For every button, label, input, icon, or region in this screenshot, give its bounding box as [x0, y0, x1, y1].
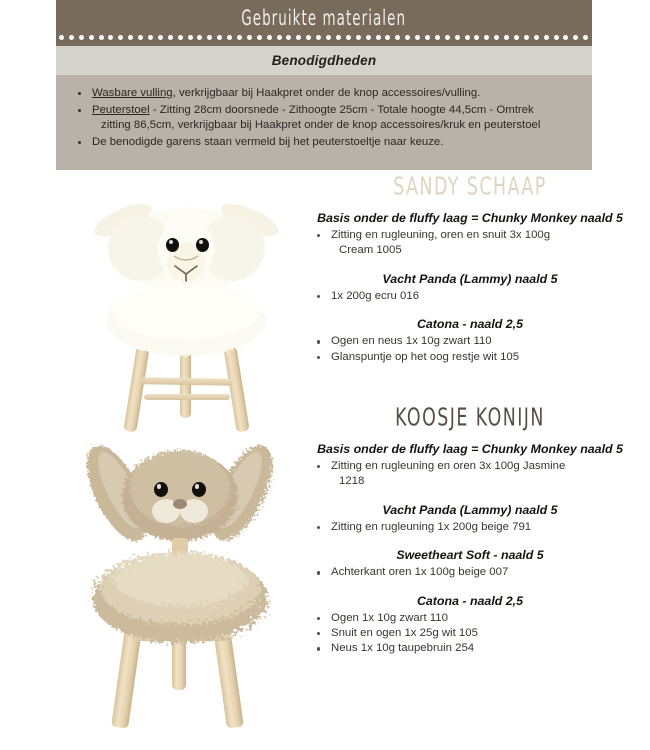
- group-heading: Sweetheart Soft - naald 5: [396, 548, 544, 563]
- dot: [89, 35, 94, 40]
- dot: [326, 35, 331, 40]
- dot: [79, 35, 84, 40]
- dot: [99, 35, 104, 40]
- section-koosje-konijn: [304, 402, 636, 657]
- dot: [554, 35, 559, 40]
- requirements-list: [70, 86, 578, 150]
- dot: [257, 35, 262, 40]
- dot: [534, 35, 539, 40]
- dotted-divider: [56, 35, 592, 43]
- dot: [197, 35, 202, 40]
- item-text: Achterkant oren 1x 100g beige 007: [331, 566, 509, 579]
- list-item: [304, 334, 636, 349]
- list-item: [304, 565, 636, 580]
- subtitle-text: Benodigdheden: [271, 53, 377, 68]
- dot: [583, 35, 588, 40]
- dot: [306, 35, 311, 40]
- requirements-body: [56, 75, 592, 170]
- requirement-item: [70, 86, 578, 102]
- item-text: Zitting en rugleuning en oren 3x 100g Jasmine: [331, 460, 566, 473]
- dot: [405, 35, 410, 40]
- list-item: [304, 626, 636, 641]
- item-text: Zitting en rugleuning 1x 200g beige 791: [331, 520, 532, 533]
- requirement-keyword: Peuterstoel: [92, 103, 150, 116]
- dot: [188, 35, 193, 40]
- dot: [385, 35, 390, 40]
- group-items: [304, 611, 636, 657]
- dot: [544, 35, 549, 40]
- list-item: [304, 350, 636, 365]
- dot: [247, 35, 252, 40]
- item-text: Neus 1x 10g taupebruin 254: [331, 642, 475, 655]
- dot: [267, 35, 272, 40]
- dot: [474, 35, 479, 40]
- dot: [168, 35, 173, 40]
- requirement-item: [70, 103, 578, 134]
- sheep-stool-photo: [78, 178, 298, 433]
- requirement-text: De benodigde garens staan vermeld bij het peuterstoeltje naar keuze.: [92, 135, 444, 148]
- section-title-koosje-konijn: KOOSJE KONIJN: [395, 402, 545, 432]
- list-item: [304, 611, 636, 626]
- item-text-continuation: Cream 1005: [339, 244, 402, 257]
- list-item: [304, 289, 636, 304]
- requirement-text: - Zitting 28cm doorsnede - Zithoogte 25cm - Totale hoogte 44,5cm - Omtrek: [149, 103, 534, 116]
- dot: [158, 35, 163, 40]
- section-sandy-schaap: [304, 171, 636, 365]
- requirement-keyword: Wasbare vulling: [92, 87, 173, 99]
- dot: [316, 35, 321, 40]
- dot: [415, 35, 420, 40]
- dot: [514, 35, 519, 40]
- requirement-text-continuation: zitting 86,5cm, verkrijgbaar bij Haakpret onder de knop accessoires/kruk en peuterstoel: [101, 119, 541, 132]
- main-content: [0, 170, 650, 750]
- dot: [148, 35, 153, 40]
- group-items: [304, 228, 636, 259]
- dot: [108, 35, 113, 40]
- group-items: [304, 289, 636, 304]
- dot: [237, 35, 242, 40]
- list-item: [304, 228, 636, 259]
- item-text: Zitting en rugleuning, oren en snuit 3x 100g: [331, 229, 551, 241]
- item-text-continuation: 1218: [339, 475, 365, 488]
- group-heading: Catona - naald 2,5: [416, 593, 524, 608]
- group-heading: Catona - naald 2,5: [416, 317, 524, 332]
- page-title: Gebruikte materialen: [241, 6, 407, 31]
- requirement-text: , verkrijgbaar bij Haakpret onder de knop accessoires/vulling.: [172, 87, 481, 99]
- dot: [445, 35, 450, 40]
- dot: [563, 35, 568, 40]
- item-text: Glanspuntje op het oog restje wit 105: [331, 350, 520, 363]
- group-items: [304, 334, 636, 365]
- dot: [128, 35, 133, 40]
- dot: [69, 35, 74, 40]
- list-item: [304, 641, 636, 656]
- dot: [178, 35, 183, 40]
- dot: [346, 35, 351, 40]
- group-heading: Vacht Panda (Lammy) naald 5: [382, 271, 558, 286]
- group-items: [304, 520, 636, 535]
- dot: [395, 35, 400, 40]
- group-heading: Basis onder de fluffy laag = Chunky Monkey naald 5: [317, 442, 623, 457]
- item-text: Ogen en neus 1x 10g zwart 110: [331, 335, 492, 348]
- dot: [504, 35, 509, 40]
- dot: [465, 35, 470, 40]
- group-heading: Vacht Panda (Lammy) naald 5: [382, 502, 558, 517]
- list-item: [304, 520, 636, 535]
- dot: [425, 35, 430, 40]
- sheep-stool-illustration: [78, 178, 298, 433]
- dot: [573, 35, 578, 40]
- group-items: [304, 459, 636, 490]
- materials-column: [300, 170, 650, 750]
- dot: [484, 35, 489, 40]
- dot: [59, 35, 64, 40]
- rabbit-body-svg: [62, 438, 300, 738]
- title-bar: [56, 0, 592, 46]
- dot: [138, 35, 143, 40]
- materials-header-block: [56, 0, 592, 170]
- sheep-body-svg: [78, 178, 298, 433]
- rabbit-stool-photo: [62, 438, 300, 738]
- subtitle-bar: [56, 46, 592, 75]
- dot: [336, 35, 341, 40]
- sheep-right-eye: [196, 238, 209, 252]
- dot: [277, 35, 282, 40]
- item-text: Snuit en ogen 1x 25g wit 105: [331, 627, 478, 640]
- rabbit-stool-illustration: [62, 438, 300, 738]
- dot: [366, 35, 371, 40]
- photo-column: [0, 170, 300, 750]
- dot: [207, 35, 212, 40]
- dot: [286, 35, 291, 40]
- item-text: 1x 200g ecru 016: [331, 289, 420, 302]
- dot: [356, 35, 361, 40]
- rabbit-left-eye: [154, 482, 168, 497]
- dot: [524, 35, 529, 40]
- dot: [217, 35, 222, 40]
- rabbit-right-eye: [192, 482, 206, 497]
- requirement-item: [70, 135, 578, 151]
- list-item: [304, 459, 636, 490]
- dot: [435, 35, 440, 40]
- dot: [296, 35, 301, 40]
- group-items: [304, 565, 636, 580]
- sheep-left-eye: [166, 238, 179, 252]
- dot: [455, 35, 460, 40]
- dot: [376, 35, 381, 40]
- group-heading: Basis onder de fluffy laag = Chunky Monkey naald 5: [317, 211, 623, 225]
- dot: [227, 35, 232, 40]
- dot: [494, 35, 499, 40]
- item-text: Ogen 1x 10g zwart 110: [331, 611, 448, 624]
- dot: [118, 35, 123, 40]
- section-title-sandy-schaap: SANDY SCHAAP: [393, 171, 547, 201]
